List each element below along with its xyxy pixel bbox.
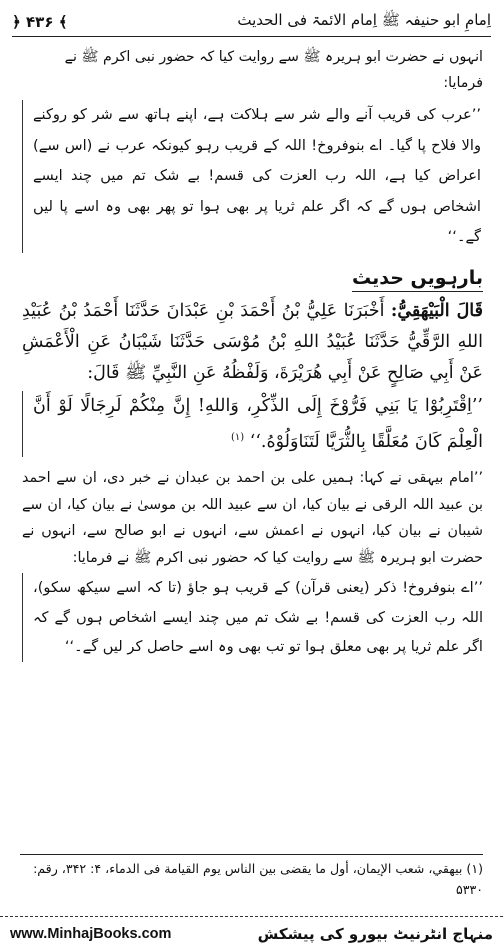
website-link[interactable]: www.MinhajBooks.com	[10, 926, 172, 942]
header-rule	[12, 36, 491, 37]
page-header	[12, 8, 491, 36]
footer-rule	[0, 916, 503, 917]
arabic-chain: أَخْبَرَنَا عَلِيُّ بْنُ أَحْمَدَ بْنِ عَبْدَانَ حَدَّثَنَا أَحْمَدُ بْنُ عُبَيْدِ اللهِ الرَّقِّيُّ حَدَّثَنَا عُبَيْدُ اللهِ بْنُ مُوْسَى حَدَّثَنَا شَيْبَانُ عَنِ الْأَعْمَشِ عَنْ أَبِي صَالِحٍ عَنْ أَبِي هُرَيْرَةَ، وَلَفْظُهُ عَنِ النَّبِيِّ ﷺ قَالَ:	[22, 300, 483, 383]
running-title: اِمامِ ابو حنیفہ ﷺ اِمام الائمۃ فی الحدیث	[237, 11, 491, 29]
arabic-hadith-text	[22, 391, 483, 458]
footnote: (۱) بيهقي، شعب الإيمان، أول ما يقضى بين الناس يوم القيامة فى الدماء، ۴: ۳۴۲، رقم: ۵۳۳۰	[33, 861, 483, 897]
page-number: ﴿ ۴۳۶ ﴾	[12, 13, 68, 31]
arabic-isnad	[22, 296, 483, 389]
footnote-reference: (۱)	[231, 431, 245, 443]
arabic-quote-text: ’’اِقْتَرِبُوْا يَا بَنِي فَرُّوْخَ إِلَى الذِّكْرِ، وَاللهِ! إِنَّ مِنْكُمْ لَرِجَالًا لَوْ أَنَّ الْعِلْمَ كَانَ مُعَلَّقًا بِالثُّرَيَّا لَتَنَاوَلُوْهُ.‘‘	[33, 395, 483, 452]
quote-second-hadith-translation: ’’اے بنوفروخ! ذکر (یعنی قرآن) کے قریب ہو جاؤ (تا کہ اسے سیکھ سکو)، اللہ رب العزت کی قسم! بے شک تم میں چند ایسے اشخاص ہوں گے کہ اگر علم ثریا پر بھی معلق ہوا تو تب بھی وہ اسے حاصل کر لیں گے۔‘‘	[22, 573, 483, 662]
intro-line: انہوں نے حضرت ابو ہریرہ ﷺ سے روایت کیا کہ حضور نبی اکرم ﷺ نے فرمایا:	[64, 49, 483, 91]
section-title	[22, 267, 483, 290]
page-footer	[10, 921, 493, 947]
publisher-credit: منہاج انٹرنیٹ بیورو کی پیشکش	[257, 925, 493, 943]
section-title-text: بارہویں حدیث	[352, 267, 483, 292]
quote-first-hadith-translation: ’’عرب کی قریب آنے والے شر سے ہلاکت ہے، اپنے ہاتھ سے شر کو روکنے والا فلاح پا گیا۔ اے بنوفروخ! اللہ کے قریب رہو کیونکہ عرب نے (اس سے) اعراض کیا ہے، اللہ رب العزت کی قسم! بے شک تم میں چند ایسے اشخاص ہوں گے کہ اگر علم ثریا پر بھی ہوا تو پھر بھی وہ اسے پا لیں گے۔‘‘	[22, 100, 481, 253]
arabic-lead: قَالَ الْبَيْهَقِيُّ:	[390, 300, 483, 321]
translation-chain: ’’امام بیہقی نے کہا: ہمیں علی بن احمد بن عبدان نے خبر دی، ان سے احمد بن عبید اللہ الرقی نے بیان کیا، ان سے عبید اللہ بن موسیٰ نے بیان کیا، ان سے شیبان نے بیان کیا، انہوں نے اعمش سے، انہوں نے ابو صالح سے، انہوں نے حضرت ابو ہریرہ ﷺ سے روایت کیا کہ حضور نبی اکرم ﷺ نے فرمایا:	[22, 470, 483, 566]
footnote-rule	[20, 854, 483, 855]
main-content	[22, 44, 483, 662]
